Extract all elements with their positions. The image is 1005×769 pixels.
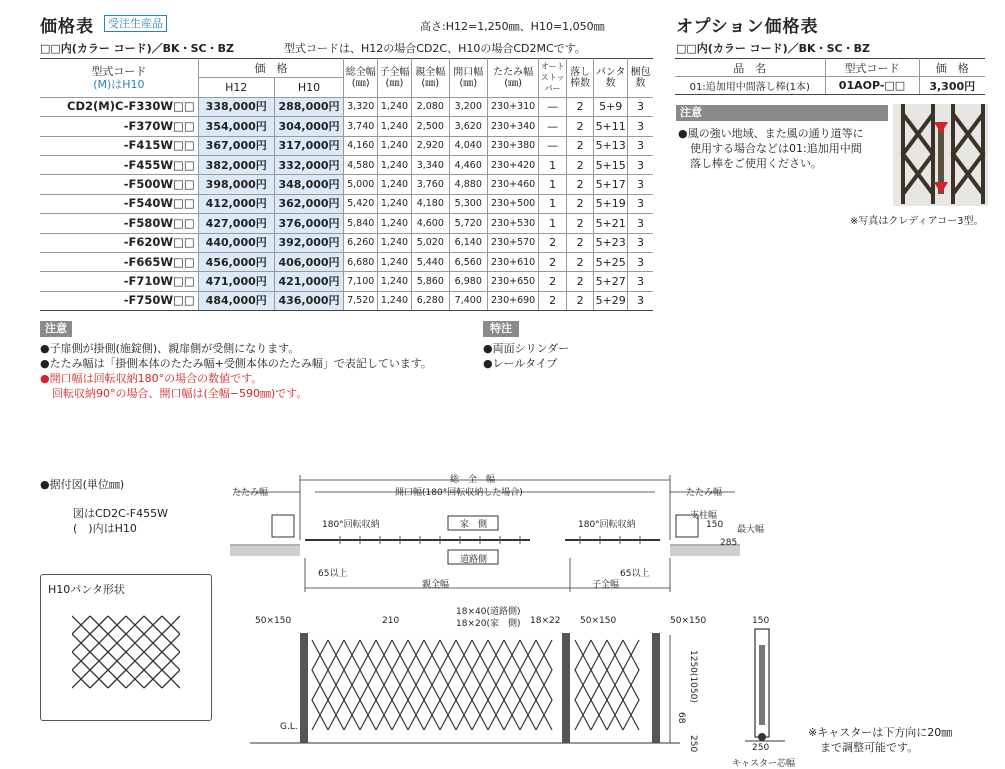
cell-auto-stopper: 1 xyxy=(539,214,566,233)
cell-opening-width: 6,560 xyxy=(449,252,487,271)
cell-total-width: 5,840 xyxy=(344,214,378,233)
cell-pack: 3 xyxy=(628,136,653,155)
cell-child-width: 1,240 xyxy=(378,175,412,194)
cell-panta: 5+27 xyxy=(594,272,628,291)
cell-pack: 3 xyxy=(628,233,653,252)
model-code-note: 型式コードは、H12の場合CD2C、H10の場合CD2MCです。 xyxy=(284,42,586,55)
cell-pack: 3 xyxy=(628,194,653,213)
height-note: 高さ:H12=1,250㎜、H10=1,050㎜ xyxy=(420,20,605,33)
cell-pack: 3 xyxy=(628,155,653,174)
opt-col-code: 型式コード xyxy=(825,59,919,77)
cell-total-width: 6,680 xyxy=(344,252,378,271)
cell-fold-width: 230+650 xyxy=(487,272,539,291)
cell-panta: 5+23 xyxy=(594,233,628,252)
cell-drop-rod: 2 xyxy=(566,175,593,194)
cell-price-h10: 348,000円 xyxy=(274,175,344,194)
cell-child-width: 1,240 xyxy=(378,136,412,155)
cell-opening-width: 4,460 xyxy=(449,155,487,174)
cell-parent-width: 2,500 xyxy=(411,117,449,136)
note-3: ●開口幅は回転収納180°の場合の数値です。 xyxy=(40,372,263,385)
cell-child-width: 1,240 xyxy=(378,117,412,136)
col-drop-rod: 落し 棒数 xyxy=(566,59,593,98)
dim-d7: 50×150 xyxy=(670,616,707,626)
drawing-sub-1: 図はCD2C-F455W xyxy=(73,507,168,520)
cell-child-width: 1,240 xyxy=(378,155,412,174)
cell-panta: 5+21 xyxy=(594,214,628,233)
cell-parent-width: 3,760 xyxy=(411,175,449,194)
cell-price-h12: 354,000円 xyxy=(198,117,274,136)
cell-price-h12: 484,000円 xyxy=(198,291,274,310)
dim-d6: 50×150 xyxy=(580,616,617,626)
cell-pack: 3 xyxy=(628,291,653,310)
cell-panta: 5+15 xyxy=(594,155,628,174)
dim-height: 1250(1050) xyxy=(688,650,698,703)
dim-w250: 250 xyxy=(752,743,770,753)
cell-fold-width: 230+310 xyxy=(487,97,539,116)
cell-drop-rod: 2 xyxy=(566,291,593,310)
dim-child-width: 子全幅 xyxy=(592,580,620,590)
panta-shape-drawing xyxy=(72,612,180,704)
price-row xyxy=(40,194,653,213)
rot-right: 180°回転収納 xyxy=(578,520,636,530)
cell-drop-rod: 2 xyxy=(566,155,593,174)
cell-pack: 3 xyxy=(628,252,653,271)
cell-child-width: 1,240 xyxy=(378,272,412,291)
option-table xyxy=(675,58,985,95)
side-view-drawing xyxy=(745,625,785,745)
opt-code: 01AOP-□□ xyxy=(825,77,919,95)
price-row xyxy=(40,214,653,233)
opt-col-price: 価 格 xyxy=(919,59,985,77)
cell-fold-width: 230+420 xyxy=(487,155,539,174)
cell-drop-rod: 2 xyxy=(566,97,593,116)
dim-min65-left: 65以上 xyxy=(318,569,348,579)
dim-d8: 150 xyxy=(752,616,770,626)
cell-drop-rod: 2 xyxy=(566,214,593,233)
cell-model: -F370W□□ xyxy=(40,117,198,136)
cell-total-width: 5,420 xyxy=(344,194,378,213)
dim-fold-left: たたみ幅 xyxy=(232,488,269,498)
col-auto-stopper: オート ストッパー xyxy=(539,59,566,98)
dim-opening: 開口幅(180°回転収納した場合) xyxy=(395,488,523,498)
cell-auto-stopper: 1 xyxy=(539,175,566,194)
cell-auto-stopper: — xyxy=(539,97,566,116)
option-note-2: 使用する場合などは01:追加用中間 xyxy=(690,142,862,155)
dim-d2: 210 xyxy=(382,616,400,626)
dim-max-label: 最大幅 xyxy=(737,525,765,535)
cell-parent-width: 4,180 xyxy=(411,194,449,213)
price-row xyxy=(40,175,653,194)
cell-parent-width: 6,280 xyxy=(411,291,449,310)
cell-drop-rod: 2 xyxy=(566,194,593,213)
cell-price-h10: 406,000円 xyxy=(274,252,344,271)
drawing-sub-2: ( )内はH10 xyxy=(73,522,137,535)
cell-drop-rod: 2 xyxy=(566,117,593,136)
option-note-1: ●風の強い地域、また風の通り道等に xyxy=(678,127,864,140)
price-table xyxy=(40,58,653,311)
photo-caption: ※写真はクレディアコー3型。 xyxy=(850,216,984,227)
cell-total-width: 5,000 xyxy=(344,175,378,194)
cell-price-h10: 392,000円 xyxy=(274,233,344,252)
col-h10: H10 xyxy=(274,78,344,97)
option-note-badge: 注意 xyxy=(676,105,888,121)
cell-price-h12: 471,000円 xyxy=(198,272,274,291)
cell-model: -F455W□□ xyxy=(40,155,198,174)
cell-parent-width: 3,340 xyxy=(411,155,449,174)
cell-model: -F710W□□ xyxy=(40,272,198,291)
gate-photo xyxy=(893,104,988,206)
cell-price-h12: 367,000円 xyxy=(198,136,274,155)
cell-panta: 5+25 xyxy=(594,252,628,271)
cell-model: -F750W□□ xyxy=(40,291,198,310)
cell-parent-width: 5,440 xyxy=(411,252,449,271)
option-color-code-note: □□内(カラー コード)／BK・SC・BZ xyxy=(676,42,870,55)
cell-fold-width: 230+380 xyxy=(487,136,539,155)
gl-label: G.L. xyxy=(280,722,298,732)
cell-opening-width: 4,880 xyxy=(449,175,487,194)
dim-d4: 18×20(家 側) xyxy=(456,619,521,629)
cell-pack: 3 xyxy=(628,214,653,233)
cell-parent-width: 5,860 xyxy=(411,272,449,291)
cell-opening-width: 3,620 xyxy=(449,117,487,136)
cell-child-width: 1,240 xyxy=(378,233,412,252)
cell-panta: 5+19 xyxy=(594,194,628,213)
cell-price-h10: 436,000円 xyxy=(274,291,344,310)
cell-drop-rod: 2 xyxy=(566,136,593,155)
cell-opening-width: 6,980 xyxy=(449,272,487,291)
cell-price-h12: 412,000円 xyxy=(198,194,274,213)
dim-fold-right: たたみ幅 xyxy=(686,488,723,498)
feature-1: ●両面シリンダー xyxy=(483,342,570,355)
cell-total-width: 7,520 xyxy=(344,291,378,310)
col-child-width: 子全幅 (㎜) xyxy=(378,59,412,98)
cell-total-width: 4,580 xyxy=(344,155,378,174)
col-h12: H12 xyxy=(198,78,274,97)
caster-center-label: キャスター芯幅 xyxy=(732,759,796,769)
dim-post-width-label: 支柱幅 xyxy=(690,511,718,521)
cell-opening-width: 5,720 xyxy=(449,214,487,233)
price-row xyxy=(40,117,653,136)
cell-price-h12: 398,000円 xyxy=(198,175,274,194)
cell-child-width: 1,240 xyxy=(378,291,412,310)
cell-panta: 5+9 xyxy=(594,97,628,116)
cell-price-h12: 382,000円 xyxy=(198,155,274,174)
note-2: ●たたみ幅は「掛側本体のたたみ幅+受側本体のたたみ幅」で表記しています。 xyxy=(40,357,432,370)
cell-opening-width: 5,300 xyxy=(449,194,487,213)
price-row xyxy=(40,97,653,116)
feature-2: ●レールタイプ xyxy=(483,357,558,370)
cell-panta: 5+29 xyxy=(594,291,628,310)
cell-child-width: 1,240 xyxy=(378,97,412,116)
color-code-note: □□内(カラー コード)／BK・SC・BZ xyxy=(40,42,234,55)
cell-auto-stopper: — xyxy=(539,136,566,155)
cell-auto-stopper: 2 xyxy=(539,252,566,271)
price-row xyxy=(40,155,653,174)
price-row xyxy=(40,136,653,155)
dim-total-width: 総 全 幅 xyxy=(450,475,496,485)
cell-auto-stopper: 1 xyxy=(539,194,566,213)
cell-price-h10: 362,000円 xyxy=(274,194,344,213)
col-panta: パンタ 数 xyxy=(594,59,628,98)
col-price: 価 格 xyxy=(198,59,344,78)
cell-drop-rod: 2 xyxy=(566,272,593,291)
cell-price-h10: 332,000円 xyxy=(274,155,344,174)
cell-auto-stopper: 2 xyxy=(539,233,566,252)
cell-price-h12: 440,000円 xyxy=(198,233,274,252)
elevation-view-drawing xyxy=(250,625,680,755)
note-4: 回転収納90°の場合、開口幅は(全幅−590㎜)です。 xyxy=(52,387,308,400)
cell-child-width: 1,240 xyxy=(378,214,412,233)
cell-model: -F540W□□ xyxy=(40,194,198,213)
price-row xyxy=(40,252,653,271)
cell-child-width: 1,240 xyxy=(378,252,412,271)
cell-pack: 3 xyxy=(628,272,653,291)
cell-model: -F415W□□ xyxy=(40,136,198,155)
cell-total-width: 6,260 xyxy=(344,233,378,252)
dim-250-v: 250 xyxy=(688,735,698,753)
note-1: ●子扉側が掛側(施錠側)、親扉側が受側になります。 xyxy=(40,342,300,355)
caster-note-2: まで調整可能です。 xyxy=(820,741,919,754)
cell-fold-width: 230+460 xyxy=(487,175,539,194)
road-side-label: 道路側 xyxy=(460,555,488,565)
cell-fold-width: 230+340 xyxy=(487,117,539,136)
cell-parent-width: 5,020 xyxy=(411,233,449,252)
drawing-heading: ●据付図(単位㎜) xyxy=(40,478,125,491)
cell-panta: 5+13 xyxy=(594,136,628,155)
dim-68: 68 xyxy=(676,712,686,724)
cell-fold-width: 230+530 xyxy=(487,214,539,233)
cell-price-h10: 288,000円 xyxy=(274,97,344,116)
dim-post-width-val: 150 xyxy=(706,520,724,530)
panta-label: H10パンタ形状 xyxy=(48,583,125,596)
col-opening-width: 開口幅 (㎜) xyxy=(449,59,487,98)
cell-opening-width: 4,040 xyxy=(449,136,487,155)
cell-fold-width: 230+690 xyxy=(487,291,539,310)
cell-opening-width: 7,400 xyxy=(449,291,487,310)
cell-price-h12: 427,000円 xyxy=(198,214,274,233)
cell-drop-rod: 2 xyxy=(566,233,593,252)
cell-panta: 5+11 xyxy=(594,117,628,136)
notes-badge: 注意 xyxy=(40,321,72,337)
cell-total-width: 3,740 xyxy=(344,117,378,136)
dim-d3: 18×40(道路側) xyxy=(456,607,521,617)
made-to-order-tag: 受注生産品 xyxy=(104,15,167,32)
price-table-title: 価格表 xyxy=(40,17,94,37)
col-parent-width: 親全幅 (㎜) xyxy=(411,59,449,98)
cell-model: -F580W□□ xyxy=(40,214,198,233)
features-badge: 特注 xyxy=(483,321,519,337)
cell-auto-stopper: — xyxy=(539,117,566,136)
col-model: 型式コード (M)はH10 xyxy=(40,59,198,98)
cell-total-width: 4,160 xyxy=(344,136,378,155)
cell-pack: 3 xyxy=(628,97,653,116)
dim-min65-right: 65以上 xyxy=(620,569,650,579)
cell-fold-width: 230+570 xyxy=(487,233,539,252)
price-row xyxy=(40,291,653,310)
option-note-3: 落し棒をご使用ください。 xyxy=(690,157,822,170)
cell-panta: 5+17 xyxy=(594,175,628,194)
dim-d1: 50×150 xyxy=(255,616,292,626)
cell-price-h10: 421,000円 xyxy=(274,272,344,291)
cell-fold-width: 230+500 xyxy=(487,194,539,213)
opt-col-name: 品 名 xyxy=(675,59,825,77)
dim-max-val: 285 xyxy=(720,538,738,548)
price-row xyxy=(40,233,653,252)
dim-parent-width: 親全幅 xyxy=(422,580,450,590)
price-row xyxy=(40,272,653,291)
opt-name: 01:追加用中間落し棒(1本) xyxy=(675,77,825,95)
cell-price-h12: 456,000円 xyxy=(198,252,274,271)
house-side-label: 家 側 xyxy=(460,520,488,530)
dim-d5: 18×22 xyxy=(530,616,561,626)
caster-note-1: ※キャスターは下方向に20㎜ xyxy=(808,726,953,739)
cell-model: CD2(M)C-F330W□□ xyxy=(40,97,198,116)
cell-auto-stopper: 2 xyxy=(539,291,566,310)
rot-left: 180°回転収納 xyxy=(322,520,380,530)
cell-parent-width: 2,080 xyxy=(411,97,449,116)
cell-parent-width: 2,920 xyxy=(411,136,449,155)
col-fold-width: たたみ幅 (㎜) xyxy=(487,59,539,98)
cell-parent-width: 4,600 xyxy=(411,214,449,233)
cell-drop-rod: 2 xyxy=(566,252,593,271)
cell-opening-width: 6,140 xyxy=(449,233,487,252)
cell-model: -F665W□□ xyxy=(40,252,198,271)
cell-auto-stopper: 2 xyxy=(539,272,566,291)
cell-pack: 3 xyxy=(628,117,653,136)
opt-price: 3,300円 xyxy=(919,77,985,95)
cell-fold-width: 230+610 xyxy=(487,252,539,271)
option-table-title: オプション価格表 xyxy=(676,17,819,37)
cell-price-h10: 376,000円 xyxy=(274,214,344,233)
cell-model: -F500W□□ xyxy=(40,175,198,194)
cell-child-width: 1,240 xyxy=(378,194,412,213)
cell-total-width: 3,320 xyxy=(344,97,378,116)
cell-auto-stopper: 1 xyxy=(539,155,566,174)
cell-price-h10: 317,000円 xyxy=(274,136,344,155)
col-pack: 梱包 数 xyxy=(628,59,653,98)
cell-price-h12: 338,000円 xyxy=(198,97,274,116)
col-total-width: 総全幅 (㎜) xyxy=(344,59,378,98)
cell-model: -F620W□□ xyxy=(40,233,198,252)
cell-total-width: 7,100 xyxy=(344,272,378,291)
cell-pack: 3 xyxy=(628,175,653,194)
cell-price-h10: 304,000円 xyxy=(274,117,344,136)
cell-opening-width: 3,200 xyxy=(449,97,487,116)
